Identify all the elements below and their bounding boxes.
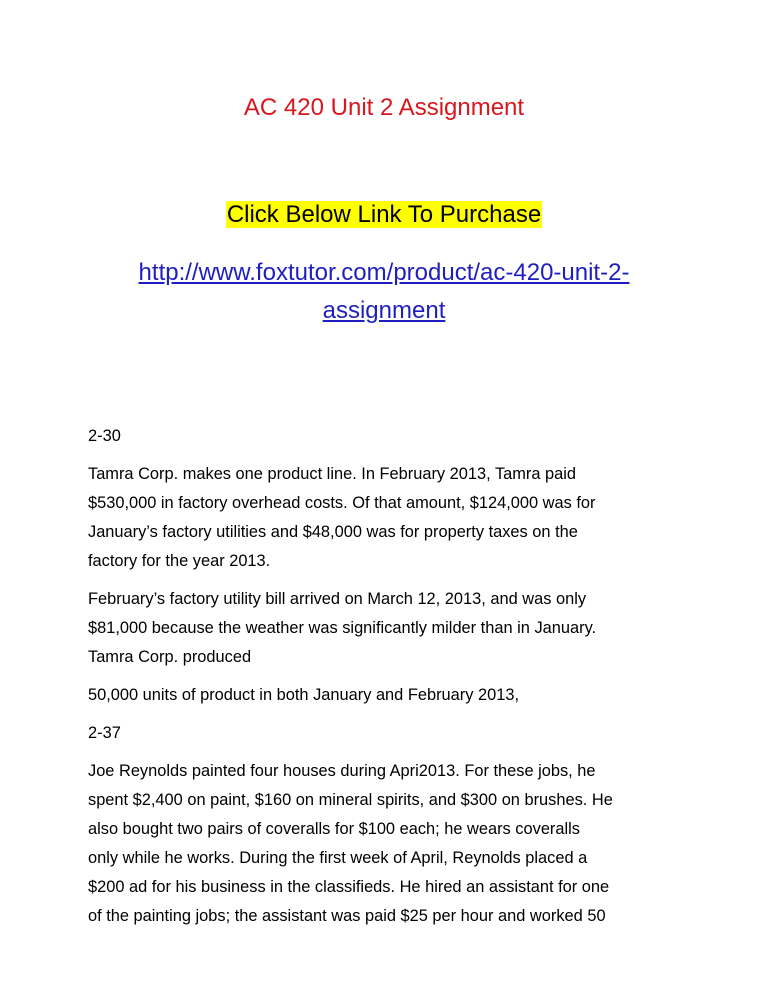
text-line: 50,000 units of product in both January and February 2013,: [88, 686, 519, 704]
document-title: AC 420 Unit 2 Assignment: [243, 94, 525, 121]
paragraph: [88, 422, 708, 451]
paragraph: [88, 460, 708, 576]
text-line: only while he works. During the first week of April, Reynolds placed a: [88, 849, 588, 867]
link-line-1[interactable]: http://www.foxtutor.com/product/ac-420-unit-2-: [138, 259, 630, 286]
link-line-2[interactable]: assignment: [322, 297, 446, 324]
text-line: $200 ad for his business in the classifieds. He hired an assistant for one: [88, 878, 610, 896]
text-line: Tamra Corp. produced: [88, 648, 252, 666]
paragraph: [88, 681, 708, 710]
text-line: 2-37: [88, 724, 121, 742]
text-line: Tamra Corp. makes one product line. In February 2013, Tamra paid: [88, 465, 577, 483]
text-line: February’s factory utility bill arrived on March 12, 2013, and was only: [88, 590, 587, 608]
highlighted-text: Click Below Link To Purchase: [226, 201, 542, 228]
paragraph: [88, 757, 708, 931]
text-line: spent $2,400 on paint, $160 on mineral spirits, and $300 on brushes. He: [88, 791, 613, 809]
text-line: January’s factory utilities and $48,000 was for property taxes on the: [88, 523, 578, 541]
purchase-callout: [0, 201, 768, 229]
text-line: Joe Reynolds painted four houses during Apri2013. For these jobs, he: [88, 762, 596, 780]
text-line: of the painting jobs; the assistant was paid $25 per hour and worked 50: [88, 907, 606, 925]
text-line: $530,000 in factory overhead costs. Of that amount, $124,000 was for: [88, 494, 596, 512]
text-line: $81,000 because the weather was significantly milder than in January.: [88, 619, 597, 637]
text-line: 2-30: [88, 427, 121, 445]
paragraph: [88, 585, 708, 672]
paragraph: [88, 719, 708, 748]
purchase-link[interactable]: [0, 254, 768, 330]
document-body: [88, 422, 708, 940]
text-line: factory for the year 2013.: [88, 552, 271, 570]
text-line: also bought two pairs of coveralls for $100 each; he wears coveralls: [88, 820, 580, 838]
